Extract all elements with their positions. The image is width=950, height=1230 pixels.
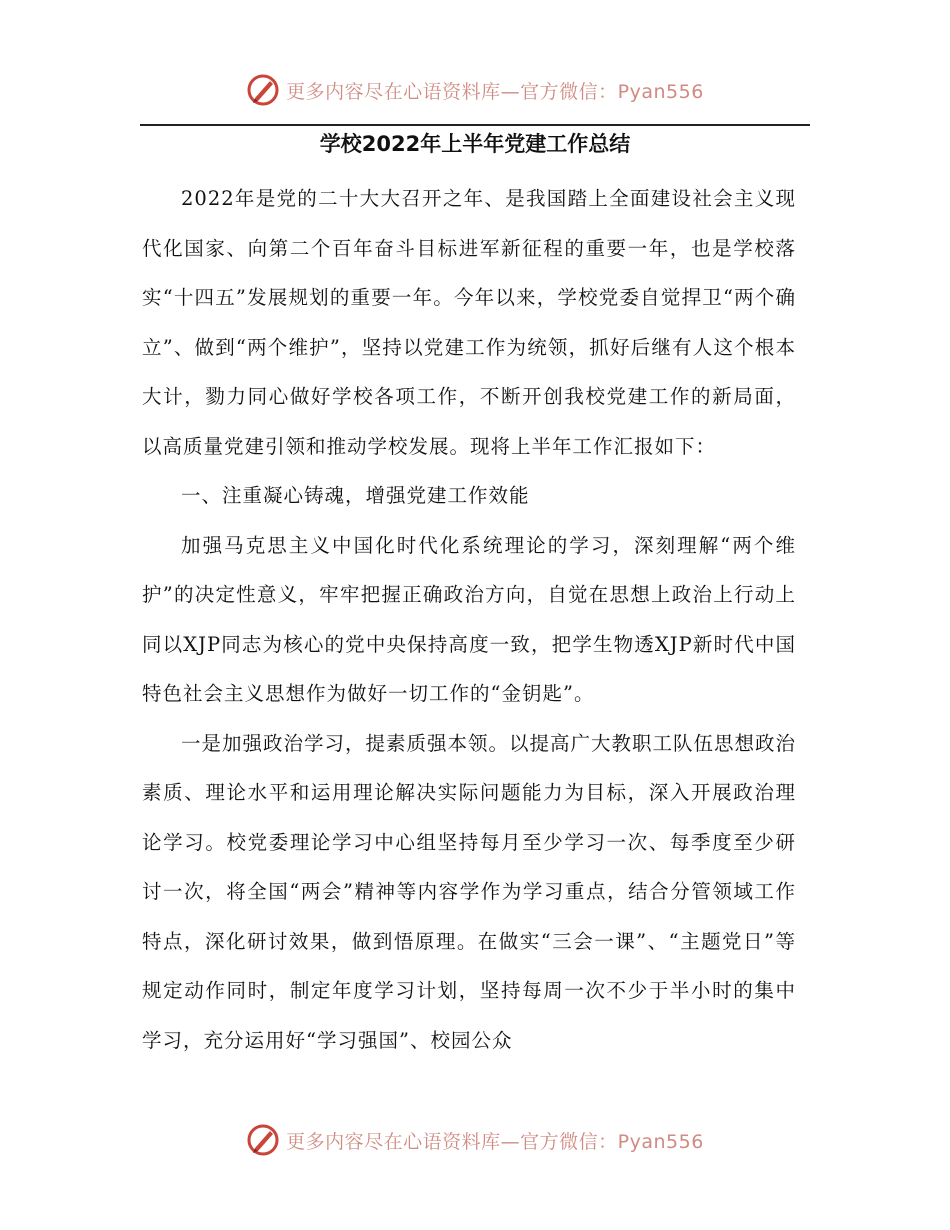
watermark-text: 更多内容尽在心语资料库—官方微信：Pyan556 bbox=[286, 1130, 704, 1153]
paragraph-intro: 2022年是党的二十大大召开之年、是我国踏上全面建设社会主义现代化国家、向第二个百年奋斗目标进军新征程的重要一年，也是学校落实“十四五”发展规划的重要一年。今年以来，学校党委自觉捍卫“两个确立”、做到“两个维护”，坚持以党建工作为统领，抓好后继有人这个根本大计，勠力同心做好学校各项工作，不断开创我校党建工作的新局面，以高质量党建引领和推动学校发展。现将上半年工作汇报如下： bbox=[142, 187, 796, 458]
paragraph-theory: 加强马克思主义中国化时代化系统理论的学习，深刻理解“两个维护”的决定性意义，牢牢把握正确政治方向，自觉在思想上政治上行动上同以XJP同志为核心的党中央保持高度一致，把学生物透XJP新时代中国特色社会主义思想作为做好一切工作的“金钥匙”。 bbox=[142, 533, 796, 705]
header-divider bbox=[140, 124, 810, 126]
document-title: 学校2022年上半年党建工作总结 bbox=[319, 132, 631, 156]
document-body bbox=[142, 174, 796, 1065]
watermark-header bbox=[0, 70, 950, 110]
section-heading-1: 一、注重凝心铸魂，增强党建工作效能 bbox=[181, 484, 530, 507]
pen-logo-icon bbox=[246, 73, 280, 107]
watermark-footer bbox=[0, 1120, 950, 1160]
pen-logo-icon bbox=[246, 1123, 280, 1157]
watermark-text: 更多内容尽在心语资料库—官方微信：Pyan556 bbox=[286, 80, 704, 103]
paragraph-study: 一是加强政治学习，提素质强本领。以提高广大教职工队伍思想政治素质、理论水平和运用理论解决实际问题能力为目标，深入开展政治理论学习。校党委理论学习中心组坚持每月至少学习一次、每季度至少研讨一次，将全国“两会”精神等内容学作为学习重点，结合分管领域工作特点，深化研讨效果，做到悟原理。在做实“三会一课”、“主题党日”等规定动作同时，制定年度学习计划，坚持每周一次不少于半小时的集中学习，充分运用好“学习强国”、校园公众 bbox=[142, 731, 797, 1052]
